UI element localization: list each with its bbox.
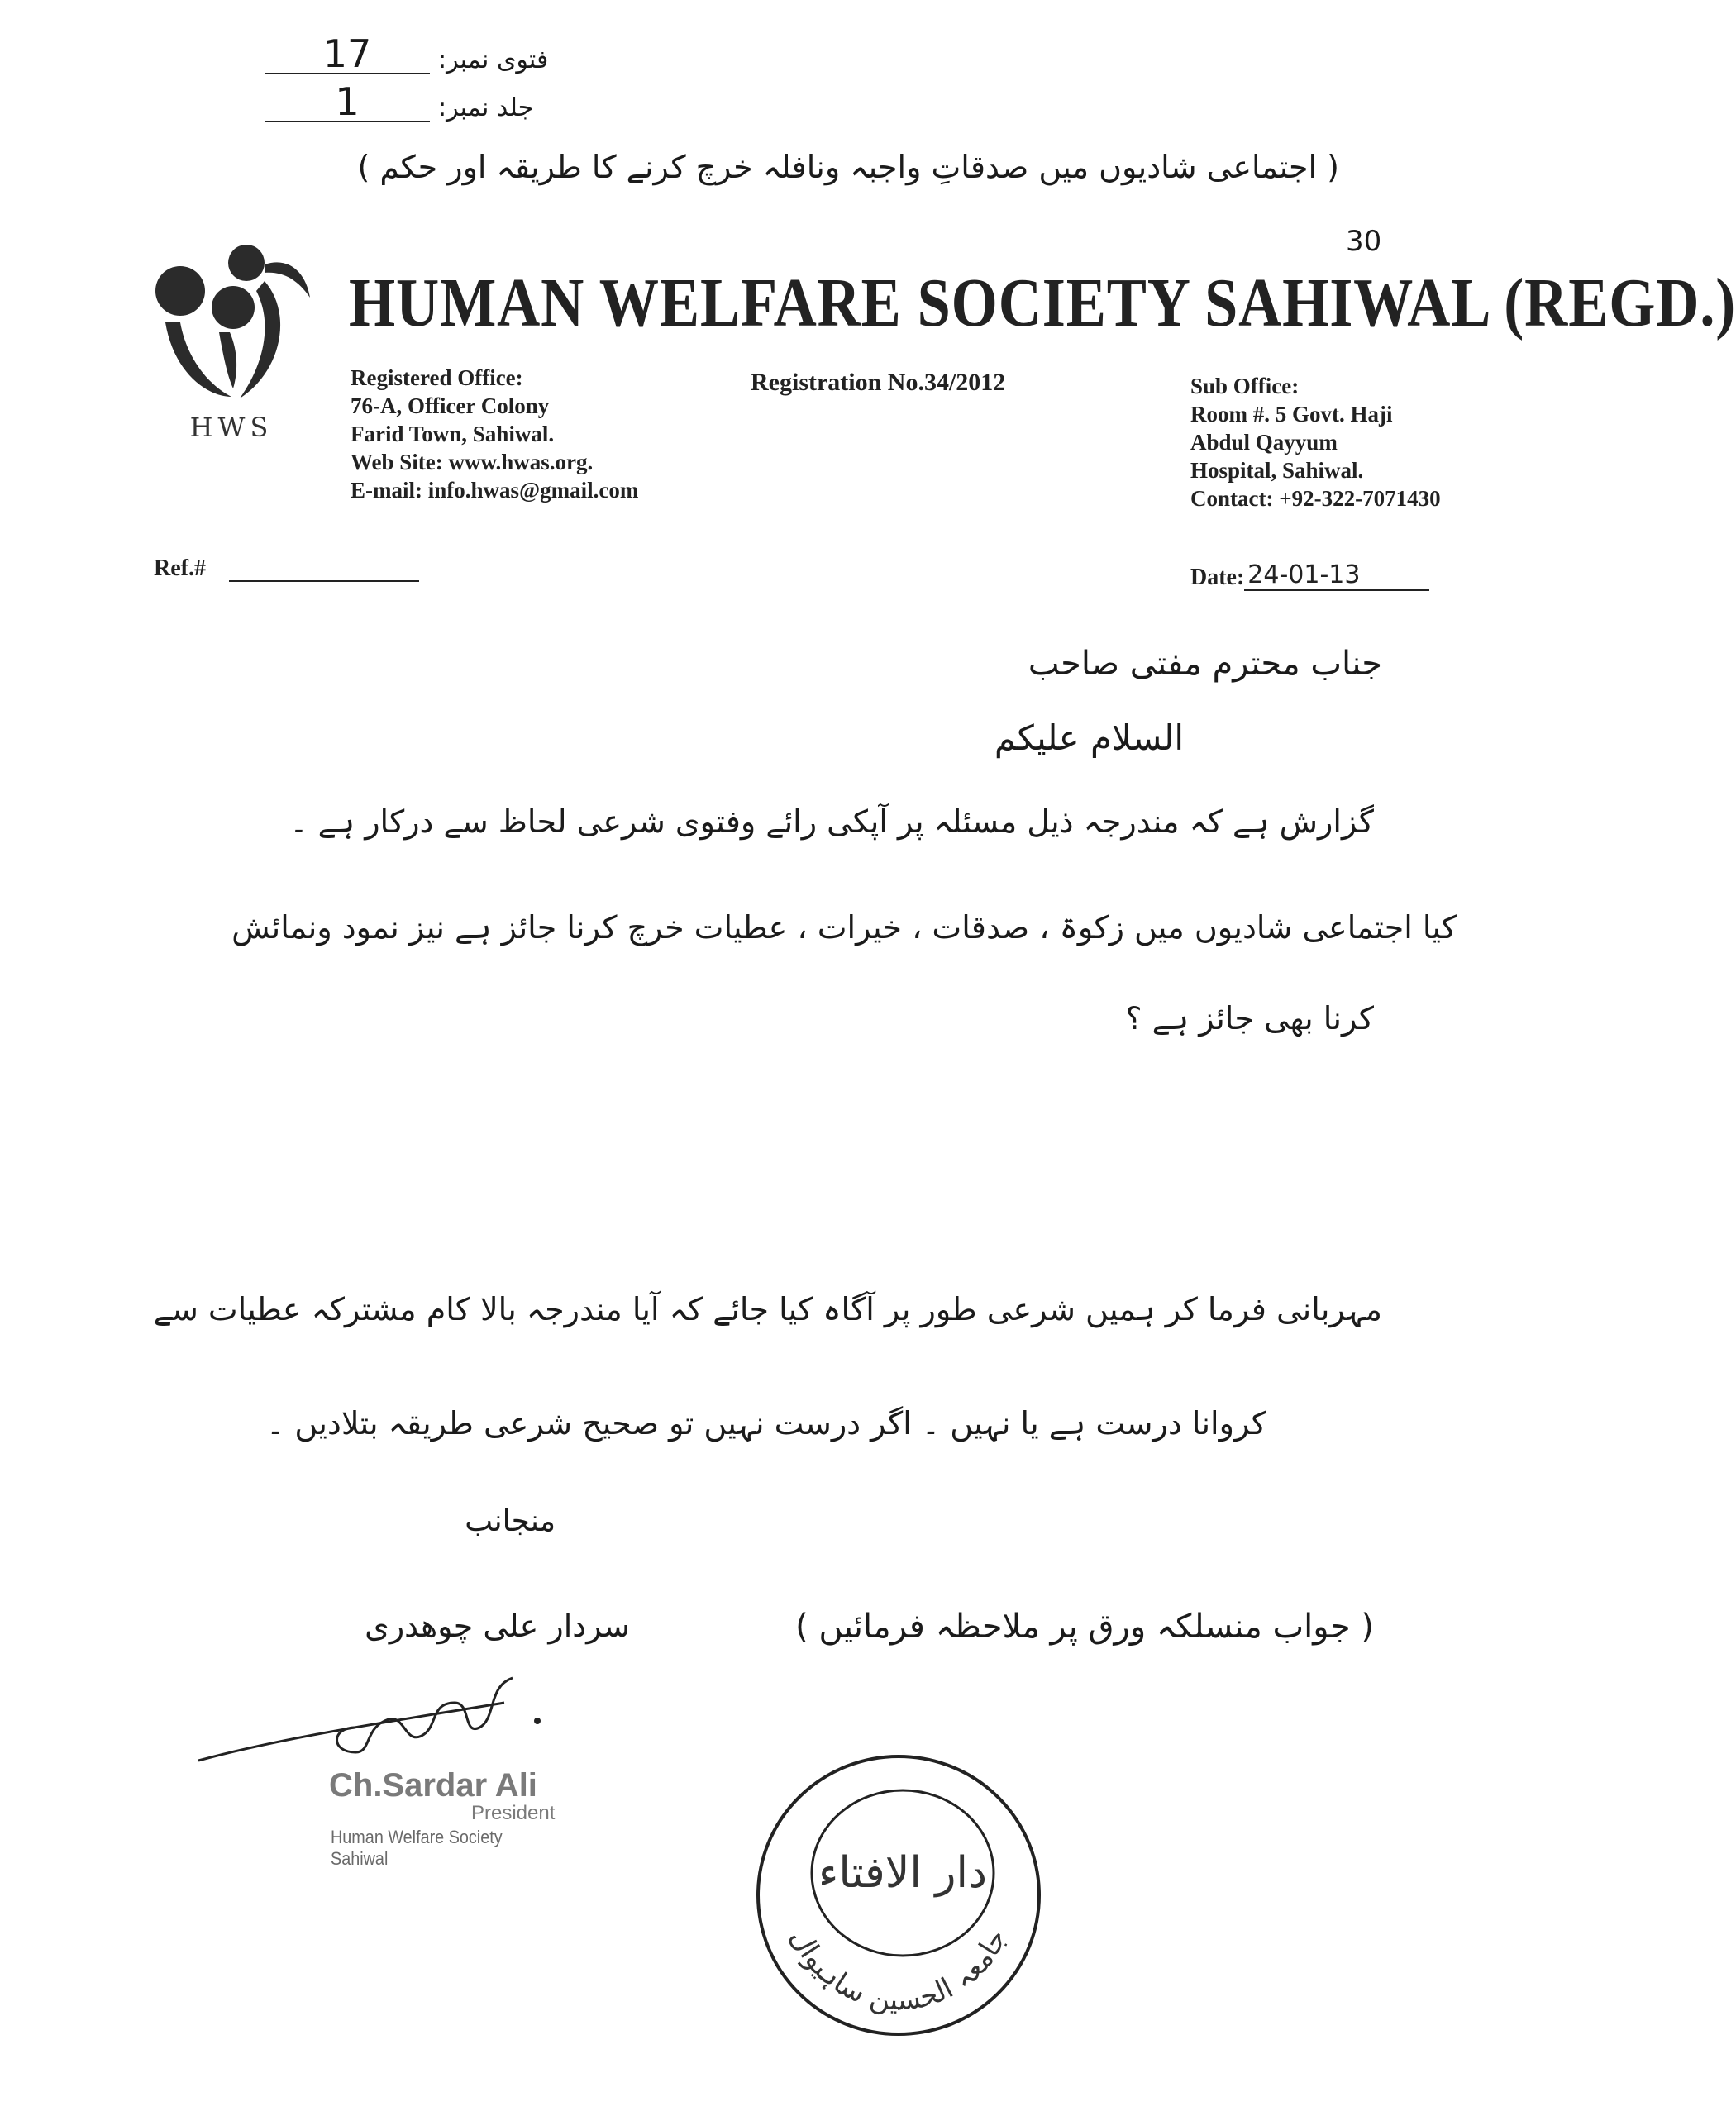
- signature-scribble: [190, 1670, 587, 1769]
- seal-graphic: [754, 1751, 1043, 2040]
- letter-line-1: گزارش ہے کہ مندرجہ ذیل مسئلہ پر آپکی رائے وفتوی شرعی لحاظ سے درکار ہے ۔: [289, 803, 1374, 840]
- ref-label: Ref.#: [154, 555, 206, 581]
- date-field: [1190, 560, 1429, 591]
- sub-office-address-2: Abdul Qayyum: [1190, 430, 1338, 455]
- fatwa-number-label: فتوی نمبر:: [438, 45, 549, 74]
- fatwa-meta: [265, 31, 549, 124]
- ref-blank: [229, 562, 419, 582]
- organization-title: HUMAN WELFARE SOCIETY SAHIWAL (REGD.): [349, 264, 1736, 341]
- email: E-mail: info.hwas@gmail.com: [351, 478, 639, 503]
- volume-number-value: 1: [265, 83, 430, 122]
- volume-number-label: جلد نمبر:: [438, 93, 534, 122]
- registration-number: Registration No.34/2012: [751, 369, 1006, 396]
- page-number: 30: [1346, 225, 1382, 258]
- sub-office-heading: Sub Office:: [1190, 374, 1300, 398]
- letter-line-2: کیا اجتماعی شادیوں میں زکوۃ ، صدقات ، خیرات ، عطیات خرچ کرنا جائز ہے نیز نمود ونمائش: [231, 909, 1457, 946]
- website: Web Site: www.hwas.org.: [351, 450, 594, 474]
- fatwa-number-row: [265, 31, 549, 76]
- letter-line-3: کرنا بھی جائز ہے ؟: [1125, 1000, 1374, 1037]
- fatwa-number-value: 17: [265, 35, 430, 74]
- svg-text:جامعہ الحسین ساہیوال: [784, 1924, 1013, 2018]
- stamp-name: Ch.Sardar Ali: [329, 1767, 537, 1804]
- letter-line-4: مہربانی فرما کر ہمیں شرعی طور پر آگاہ کیا جائے کہ آیا مندرجہ بالا کام مشترکہ عطیات سے: [153, 1291, 1382, 1327]
- hws-logo: [141, 240, 322, 443]
- seal-center-text: دار الافتاء: [818, 1848, 988, 1898]
- dar-ul-ifta-seal: [754, 1751, 1043, 2040]
- volume-number-row: [265, 79, 548, 124]
- sub-office-address-3: Hospital, Sahiwal.: [1190, 458, 1364, 483]
- hws-logo-icon: [141, 240, 322, 405]
- sub-office-address-1: Room #. 5 Govt. Haji: [1190, 402, 1393, 427]
- answer-note: ( جواب منسلکہ ورق پر ملاحظہ فرمائیں ): [795, 1608, 1374, 1646]
- contact-number: Contact: +92-322-7071430: [1190, 486, 1441, 511]
- signature: [190, 1670, 587, 1869]
- seal-ring-text: جامعہ الحسین ساہیوال: [783, 1923, 1014, 2018]
- ref-field: [154, 555, 419, 582]
- sub-office: [1190, 372, 1441, 512]
- subject-line: ( اجتماعی شادیوں میں صدقاتِ واجبہ ونافلہ خرچ کرنے کا طریقہ اور حکم ): [357, 149, 1339, 185]
- stamp-organization: Human Welfare Society Sahiwal: [331, 1827, 503, 1869]
- date-value: 24-01-13: [1244, 560, 1429, 591]
- registered-office: [351, 364, 638, 504]
- closing: منجانب: [465, 1504, 556, 1538]
- salutation: جناب محترم مفتی صاحب: [1028, 645, 1382, 683]
- logo-caption: HWS: [189, 412, 274, 443]
- greeting: السلام علیکم: [994, 717, 1184, 758]
- letter-line-5: کروانا درست ہے یا نہیں ۔ اگر درست نہیں تو صحیح شرعی طریقہ بتلادیں ۔: [266, 1405, 1266, 1442]
- registered-office-heading: Registered Office:: [351, 365, 523, 390]
- registered-office-address-1: 76-A, Officer Colony: [351, 393, 550, 418]
- date-label: Date:: [1190, 565, 1245, 590]
- stamp-role: President: [471, 1802, 556, 1824]
- sender-name-urdu: سردار علی چوھدری: [365, 1608, 630, 1644]
- registered-office-address-2: Farid Town, Sahiwal.: [351, 422, 555, 446]
